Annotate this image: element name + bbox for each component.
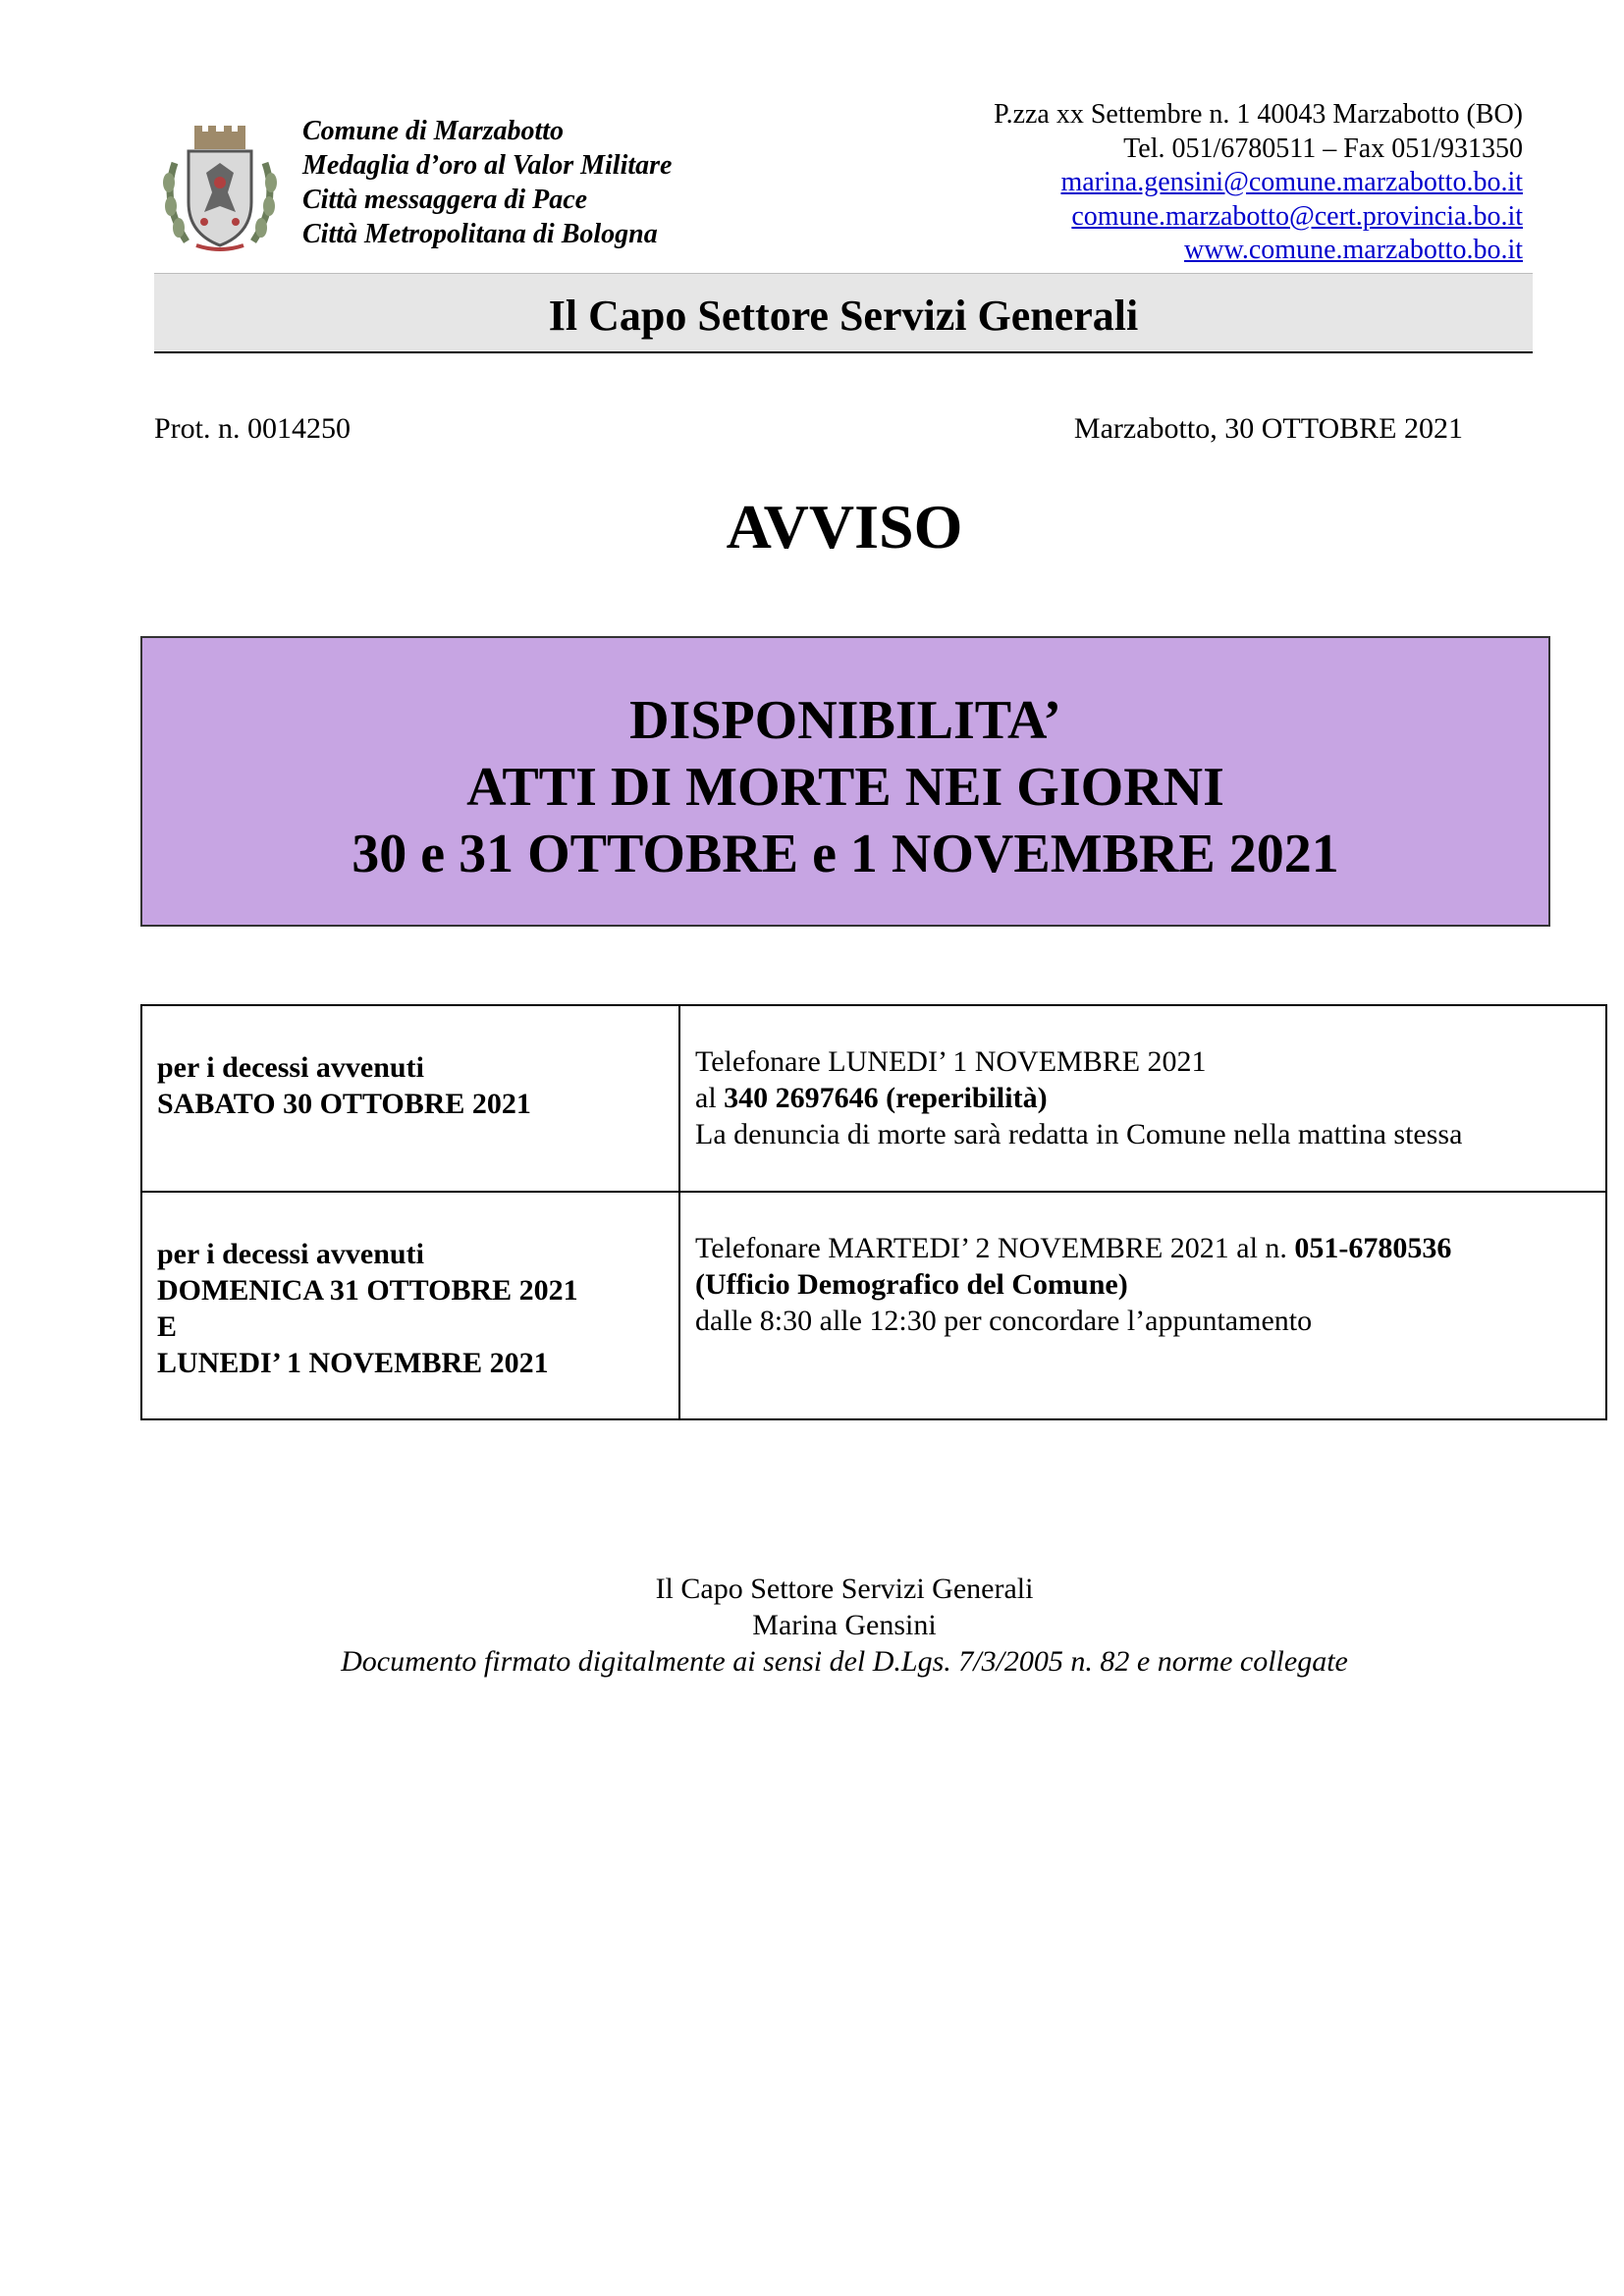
condition-line: per i decessi avvenuti bbox=[157, 1238, 424, 1270]
signer-role: Il Capo Settore Servizi Generali bbox=[655, 1573, 1034, 1605]
office-name: (Ufficio Demografico del Comune) bbox=[695, 1268, 1128, 1301]
municipal-crest-icon bbox=[157, 124, 283, 253]
notice-box-line-2: ATTI DI MORTE NEI GIORNI bbox=[466, 757, 1224, 818]
info-table bbox=[140, 1004, 1607, 1420]
notice-highlight-box bbox=[140, 636, 1550, 927]
condition-line: per i decessi avvenuti bbox=[157, 1051, 424, 1084]
protocol-number: Prot. n. 0014250 bbox=[154, 412, 352, 445]
table-cell-condition bbox=[141, 1192, 679, 1419]
table-row bbox=[141, 1192, 1606, 1419]
org-line-peace: Città messaggera di Pace bbox=[302, 185, 588, 215]
address: P.zza xx Settembre n. 1 40043 Marzabotto (BO) bbox=[994, 99, 1523, 130]
website-link[interactable]: www.comune.marzabotto.bo.it bbox=[1184, 235, 1523, 265]
table-cell-instruction bbox=[679, 1192, 1606, 1419]
notice-box-line-3: 30 e 31 OTTOBRE e 1 NOVEMBRE 2021 bbox=[352, 824, 1339, 884]
signer-name: Marina Gensini bbox=[752, 1609, 937, 1641]
instruction-line: dalle 8:30 alle 12:30 per concordare l’appuntamento bbox=[695, 1305, 1313, 1337]
pec-link[interactable]: comune.marzabotto@cert.provincia.bo.it bbox=[1071, 200, 1523, 232]
phone-fax: Tel. 051/6780511 – Fax 051/931350 bbox=[1123, 133, 1523, 164]
notice-title: AVVISO bbox=[726, 492, 963, 561]
org-line-metropolitan: Città Metropolitana di Bologna bbox=[302, 219, 658, 249]
office-phone: 051-6780536 bbox=[1294, 1232, 1452, 1264]
condition-line: DOMENICA 31 OTTOBRE 2021 bbox=[157, 1274, 578, 1307]
organization-name-block bbox=[302, 114, 672, 251]
instruction-line bbox=[695, 1230, 1605, 1266]
place-date: Marzabotto, 30 OTTOBRE 2021 bbox=[1073, 412, 1463, 445]
notice-box-line-1: DISPONIBILITA’ bbox=[629, 690, 1061, 751]
condition-line: E bbox=[157, 1310, 178, 1343]
table-row bbox=[141, 1005, 1606, 1192]
condition-line: SABATO 30 OTTOBRE 2021 bbox=[157, 1088, 531, 1120]
signature-block bbox=[0, 1571, 1624, 1680]
email-link[interactable]: marina.gensini@comune.marzabotto.bo.it bbox=[1060, 167, 1523, 197]
instruction-line: Telefonare LUNEDI’ 1 NOVEMBRE 2021 bbox=[695, 1045, 1207, 1078]
instruction-line bbox=[695, 1080, 1605, 1116]
condition-line: LUNEDI’ 1 NOVEMBRE 2021 bbox=[157, 1347, 549, 1379]
digital-signature-note: Documento firmato digitalmente ai sensi del D.Lgs. 7/3/2005 n. 82 e norme collegate bbox=[341, 1645, 1348, 1678]
contact-block bbox=[994, 98, 1523, 268]
department-banner bbox=[154, 273, 1533, 353]
org-line-municipality: Comune di Marzabotto bbox=[302, 116, 565, 146]
instruction-line: La denuncia di morte sarà redatta in Comune nella mattina stessa bbox=[695, 1118, 1463, 1150]
instruction-prefix: al bbox=[695, 1082, 725, 1114]
on-call-phone: 340 2697646 (reperibilità) bbox=[724, 1082, 1048, 1114]
table-cell-condition bbox=[141, 1005, 679, 1192]
org-line-medal: Medaglia d’oro al Valor Militare bbox=[302, 150, 673, 181]
instruction-prefix: Telefonare MARTEDI’ 2 NOVEMBRE 2021 al n. bbox=[695, 1232, 1295, 1264]
banner-title: Il Capo Settore Servizi Generali bbox=[548, 292, 1139, 340]
table-cell-instruction bbox=[679, 1005, 1606, 1192]
